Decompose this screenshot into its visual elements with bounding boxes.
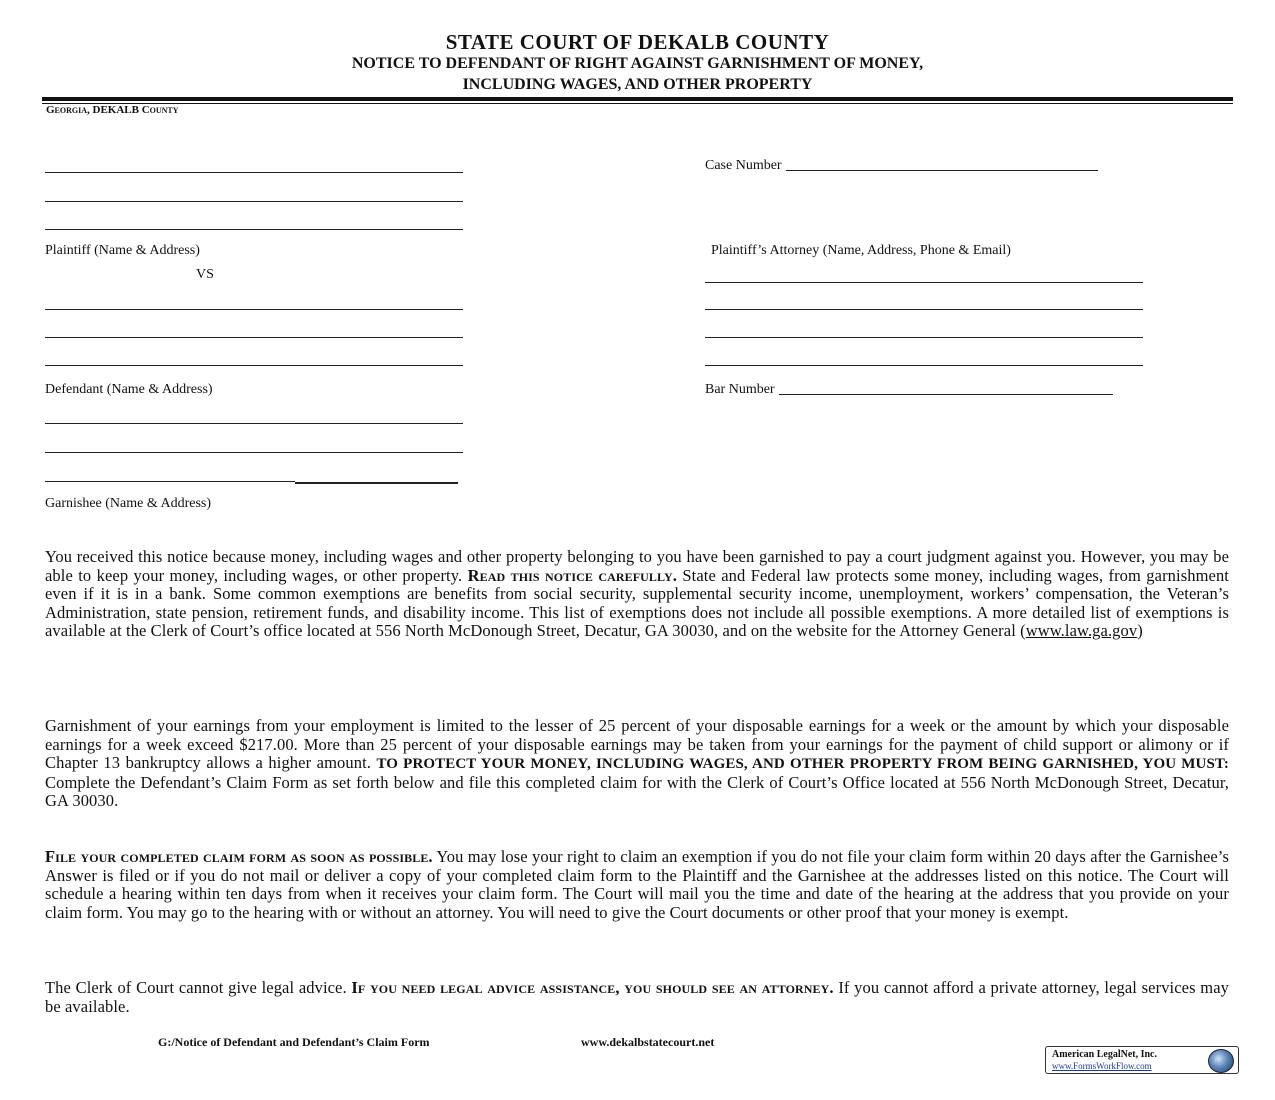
garnishee-line-2[interactable] — [45, 452, 463, 453]
defendant-line-2[interactable] — [45, 337, 463, 338]
p1-text-b: State and Federal law protects some money, including wages, from garnishment even if it is in a bank. Some common exemptions are benefits from social security, supplemental security income, unemployment, workers’ compensation, the Veteran’s Administration, state pension, retirement funds, and disability income. This list of exemptions does not include all possible exemptions. A more detailed list of exemptions is available at the Clerk of Court’s office located at 556 North McDonough Street, Decatur, GA 30030, and on the website for the Attorney General ( — [45, 565, 1229, 641]
garnishee-line-1[interactable] — [45, 423, 463, 424]
county-label: Georgia, DEKALB County — [46, 104, 179, 116]
footer-form-path: G:/Notice of Defendant and Defendant’s Claim Form — [158, 1035, 430, 1049]
american-legalnet-logo[interactable] — [1045, 1046, 1239, 1074]
paragraph-file-claim — [45, 848, 1229, 922]
case-number-field — [705, 158, 1098, 174]
plaintiff-label: Plaintiff (Name & Address) — [45, 243, 200, 258]
footer-website[interactable]: www.dekalbstatecourt.net — [581, 1035, 715, 1049]
plaintiff-line-1[interactable] — [45, 172, 463, 173]
bar-number-field — [705, 382, 1113, 398]
p4-legal-advice-heading: If you need legal advice assistance, you should see an attorney. — [351, 978, 834, 997]
defendant-line-3[interactable] — [45, 365, 463, 366]
p1-text-c: ) — [1137, 621, 1143, 641]
paragraph-notice — [45, 548, 1229, 641]
case-number-input[interactable] — [786, 170, 1098, 171]
court-title: STATE COURT OF DEKALB COUNTY — [445, 30, 830, 54]
attorney-line-1[interactable] — [705, 282, 1143, 283]
p4-text-b: If you cannot afford a private attorney, legal services may be available. — [45, 978, 1229, 1016]
notice-title-line1: NOTICE TO DEFENDANT OF RIGHT AGAINST GARNISHMENT OF MONEY, — [351, 55, 924, 72]
logo-company-name: American LegalNet, Inc. — [1052, 1049, 1157, 1060]
notice-title-line2: INCLUDING WAGES, AND OTHER PROPERTY — [462, 76, 813, 93]
attorney-line-2[interactable] — [705, 309, 1143, 310]
attorney-line-3[interactable] — [705, 337, 1143, 338]
garnishee-line-3-extension — [295, 482, 458, 484]
paragraph-limits — [45, 717, 1229, 811]
p3-file-heading: File your completed claim form as soon as possible. — [45, 847, 433, 866]
p2-text-b: Complete the Defendant’s Claim Form as set forth below and file this completed claim for with the Clerk of Court’s Office located at 556 North McDonough Street, Decatur, GA 30030. — [45, 772, 1229, 811]
logo-url[interactable]: www.FormsWorkFlow.com — [1052, 1061, 1152, 1071]
p1-read-carefully: Read this notice carefully. — [467, 565, 678, 585]
defendant-line-1[interactable] — [45, 309, 463, 310]
header-rule-thick — [42, 97, 1233, 101]
plaintiff-line-3[interactable] — [45, 229, 463, 230]
case-number-label: Case Number — [705, 158, 782, 173]
bar-number-label: Bar Number — [705, 382, 775, 397]
p2-protect-heading: TO PROTECT YOUR MONEY, INCLUDING WAGES, AND OTHER PROPERTY FROM BEING GARNISHED, YOU MUST: — [376, 756, 1229, 773]
p1-text-a: You received this notice because money, including wages and other property belonging to you have been garnished to pay a court judgment against you. However, you may be able to keep your money, including wages, or other property. — [45, 547, 1229, 585]
plaintiff-attorney-label: Plaintiff’s Attorney (Name, Address, Phone & Email) — [711, 243, 1011, 258]
defendant-label: Defendant (Name & Address) — [45, 382, 213, 397]
attorney-line-4[interactable] — [705, 365, 1143, 366]
globe-icon — [1208, 1049, 1234, 1073]
p3-text: You may lose your right to claim an exemption if you do not file your claim form within 20 days after the Garnishee’s Answer is filed or if you do not mail or deliver a copy of your completed claim form to the Plaintiff and the Garnishee at the addresses listed on this notice. The Court will schedule a hearing within ten days from when it receives your claim form. The Court will mail you the time and date of the hearing at the address that you provide on your claim form. You may go to the hearing with or without an attorney. You will need to give the Court documents or other proof that your money is exempt. — [45, 847, 1229, 922]
vs-label: VS — [196, 267, 214, 282]
bar-number-input[interactable] — [779, 394, 1113, 395]
garnishee-label: Garnishee (Name & Address) — [45, 496, 212, 511]
p2-text-a: Garnishment of your earnings from your employment is limited to the lesser of 25 percent of your disposable earnings for a week or the amount by which your disposable earnings for a week exceed $217.00. More than 25 percent of your disposable earnings may be taken from your earnings for the payment of child support or alimony or if Chapter 13 bankruptcy allows a higher amount. — [45, 716, 1229, 773]
header-rule-thin — [42, 103, 1233, 104]
p4-text-a: The Clerk of Court cannot give legal advice. — [45, 978, 352, 997]
attorney-general-link[interactable]: www.law.ga.gov — [1025, 621, 1138, 641]
plaintiff-line-2[interactable] — [45, 201, 463, 202]
paragraph-legal-advice — [45, 979, 1229, 1016]
garnishee-line-3[interactable] — [45, 481, 295, 482]
